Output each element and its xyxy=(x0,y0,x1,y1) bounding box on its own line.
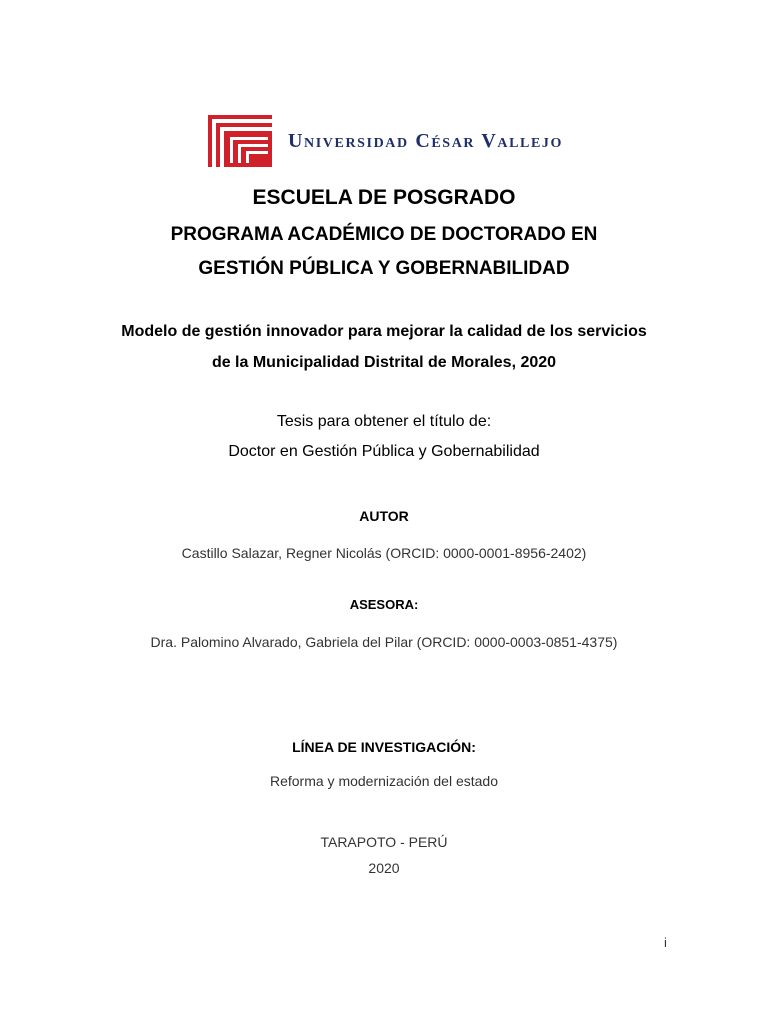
advisor-name: Dra. Palomino Alvarado, Gabriela del Pilar (ORCID: 0000-0003-0851-4375) xyxy=(150,634,618,650)
thesis-title-line1: Modelo de gestión innovador para mejorar la calidad de los servicios xyxy=(121,323,647,340)
thesis-title-line2: de la Municipalidad Distrital de Morales, 2020 xyxy=(211,354,557,371)
thesis-purpose-line1: Tesis para obtener el título de: xyxy=(276,413,492,430)
program-title-line2: GESTIÓN PÚBLICA Y GOBERNABILIDAD xyxy=(198,258,570,279)
author-label: AUTOR xyxy=(359,508,409,524)
year: 2020 xyxy=(368,860,400,876)
place: TARAPOTO - PERÚ xyxy=(320,834,448,850)
program-title-line1: PROGRAMA ACADÉMICO DE DOCTORADO EN xyxy=(170,224,598,245)
author-name: Castillo Salazar, Regner Nicolás (ORCID: 0000-0001-8956-2402) xyxy=(181,545,587,561)
university-name: Universidad César Vallejo xyxy=(288,130,564,152)
thesis-purpose-line2: Doctor en Gestión Pública y Gobernabilidad xyxy=(228,443,540,460)
university-emblem-icon xyxy=(206,113,274,169)
university-logo xyxy=(206,113,566,169)
research-line-label: LÍNEA DE INVESTIGACIÓN: xyxy=(292,739,476,755)
page-number: i xyxy=(664,935,667,950)
school-heading: ESCUELA DE POSGRADO xyxy=(252,186,516,209)
advisor-label: ASESORA: xyxy=(349,597,419,612)
research-line-value: Reforma y modernización del estado xyxy=(269,773,498,789)
